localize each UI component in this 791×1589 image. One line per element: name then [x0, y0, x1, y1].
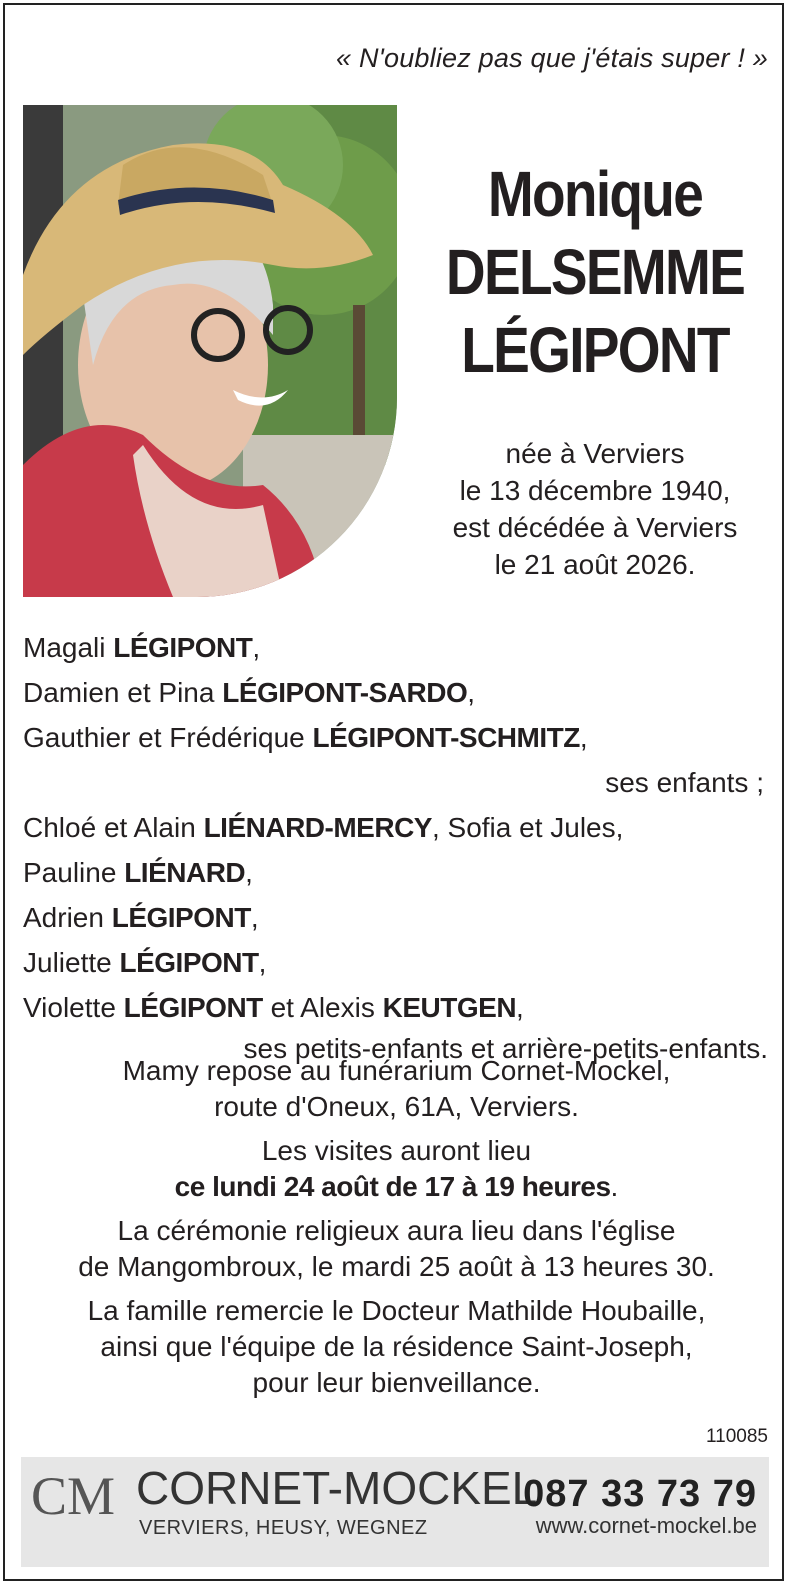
- surname: LÉGIPONT: [123, 992, 263, 1023]
- punctuation: ,: [250, 902, 259, 933]
- thanks-line: La famille remercie le Docteur Mathilde Houbaille,: [87, 1295, 706, 1326]
- date-line: née à Verviers: [505, 438, 685, 469]
- given-names: Chloé et Alain: [23, 812, 204, 843]
- surname: LÉGIPONT: [111, 902, 251, 933]
- surname-2: LÉGIPONT: [461, 314, 729, 386]
- thanks-paragraph: [15, 1293, 778, 1401]
- surname: LÉGIPONT: [119, 947, 259, 978]
- punctuation: , Sofia et Jules,: [431, 812, 624, 843]
- family-line: [23, 805, 768, 850]
- family-line: [23, 985, 768, 1030]
- visits-paragraph: [15, 1133, 778, 1205]
- family-line: [23, 625, 768, 670]
- first-name: Monique: [487, 158, 703, 230]
- surname: LÉGIPONT-SARDO: [222, 677, 468, 708]
- birth-death-dates: [410, 435, 780, 583]
- date-line: est décédée à Verviers: [452, 512, 738, 543]
- punctuation: ,: [245, 857, 253, 888]
- punctuation: ,: [579, 722, 588, 753]
- obituary-notice: [3, 3, 784, 1581]
- surname-1: DELSEMME: [445, 236, 745, 308]
- funeral-home-banner: [21, 1457, 769, 1567]
- punctuation: ,: [516, 992, 524, 1023]
- given-names: Gauthier et Frédérique: [23, 722, 313, 753]
- punctuation: .: [610, 1171, 619, 1202]
- punctuation: ,: [252, 632, 261, 663]
- surname: KEUTGEN: [382, 992, 517, 1023]
- surname: LIÉNARD: [124, 857, 246, 888]
- funeral-home-phone[interactable]: 087 33 73 79: [523, 1473, 757, 1515]
- date-line: le 21 août 2026.: [494, 549, 696, 580]
- funeral-info: [15, 1053, 778, 1409]
- ceremony-line: de Mangombroux, le mardi 25 août à 13 heures 30.: [78, 1251, 715, 1282]
- family-line: [23, 850, 768, 895]
- given-names: Violette: [23, 992, 124, 1023]
- thanks-line: ainsi que l'équipe de la résidence Saint-Joseph,: [100, 1331, 693, 1362]
- date-line: le 13 décembre 1940,: [459, 475, 731, 506]
- given-names: Juliette: [23, 947, 120, 978]
- given-names: Magali: [23, 632, 114, 663]
- family-list: [23, 625, 768, 1068]
- funeral-home-locations: VERVIERS, HEUSY, WEGNEZ: [139, 1517, 428, 1539]
- ceremony-line: La cérémonie religieux aura lieu dans l'église: [117, 1215, 676, 1246]
- funeral-home-logo: CM: [31, 1466, 116, 1526]
- punctuation: ,: [467, 677, 476, 708]
- rest-line: route d'Oneux, 61A, Verviers.: [214, 1091, 579, 1122]
- family-line: [23, 670, 768, 715]
- rest-line: Mamy repose au funérarium Cornet-Mockel,: [122, 1055, 671, 1086]
- family-line: [23, 940, 768, 985]
- punctuation: ,: [258, 947, 267, 978]
- given-names: Pauline: [23, 857, 125, 888]
- thanks-line: pour leur bienveillance.: [252, 1367, 541, 1398]
- rest-paragraph: [15, 1053, 778, 1125]
- funeral-home-name: CORNET-MOCKEL: [136, 1462, 538, 1514]
- visits-line: Les visites auront lieu: [261, 1135, 532, 1166]
- given-names: Damien et Pina: [23, 677, 223, 708]
- quote: « N'oubliez pas que j'étais super ! »: [336, 43, 768, 73]
- family-line: [23, 895, 768, 940]
- visits-time: ce lundi 24 août de 17 à 19 heures: [174, 1171, 611, 1202]
- family-line: [23, 715, 768, 760]
- children-label: ses enfants ;: [605, 767, 764, 798]
- surname: LÉGIPONT-SCHMITZ: [312, 722, 580, 753]
- given-names: Adrien: [23, 902, 112, 933]
- portrait-photo: [23, 105, 397, 597]
- surname: LÉGIPONT: [113, 632, 253, 663]
- deceased-name: [432, 155, 759, 389]
- surname: LIÉNARD-MERCY: [203, 812, 432, 843]
- grandchildren-label: ses petits-enfants et arrière-petits-enfants.: [243, 1033, 768, 1064]
- funeral-home-website[interactable]: www.cornet-mockel.be: [535, 1513, 757, 1538]
- ceremony-paragraph: [15, 1213, 778, 1285]
- reference-number: 110085: [706, 1426, 768, 1447]
- given-names: et Alexis: [262, 992, 383, 1023]
